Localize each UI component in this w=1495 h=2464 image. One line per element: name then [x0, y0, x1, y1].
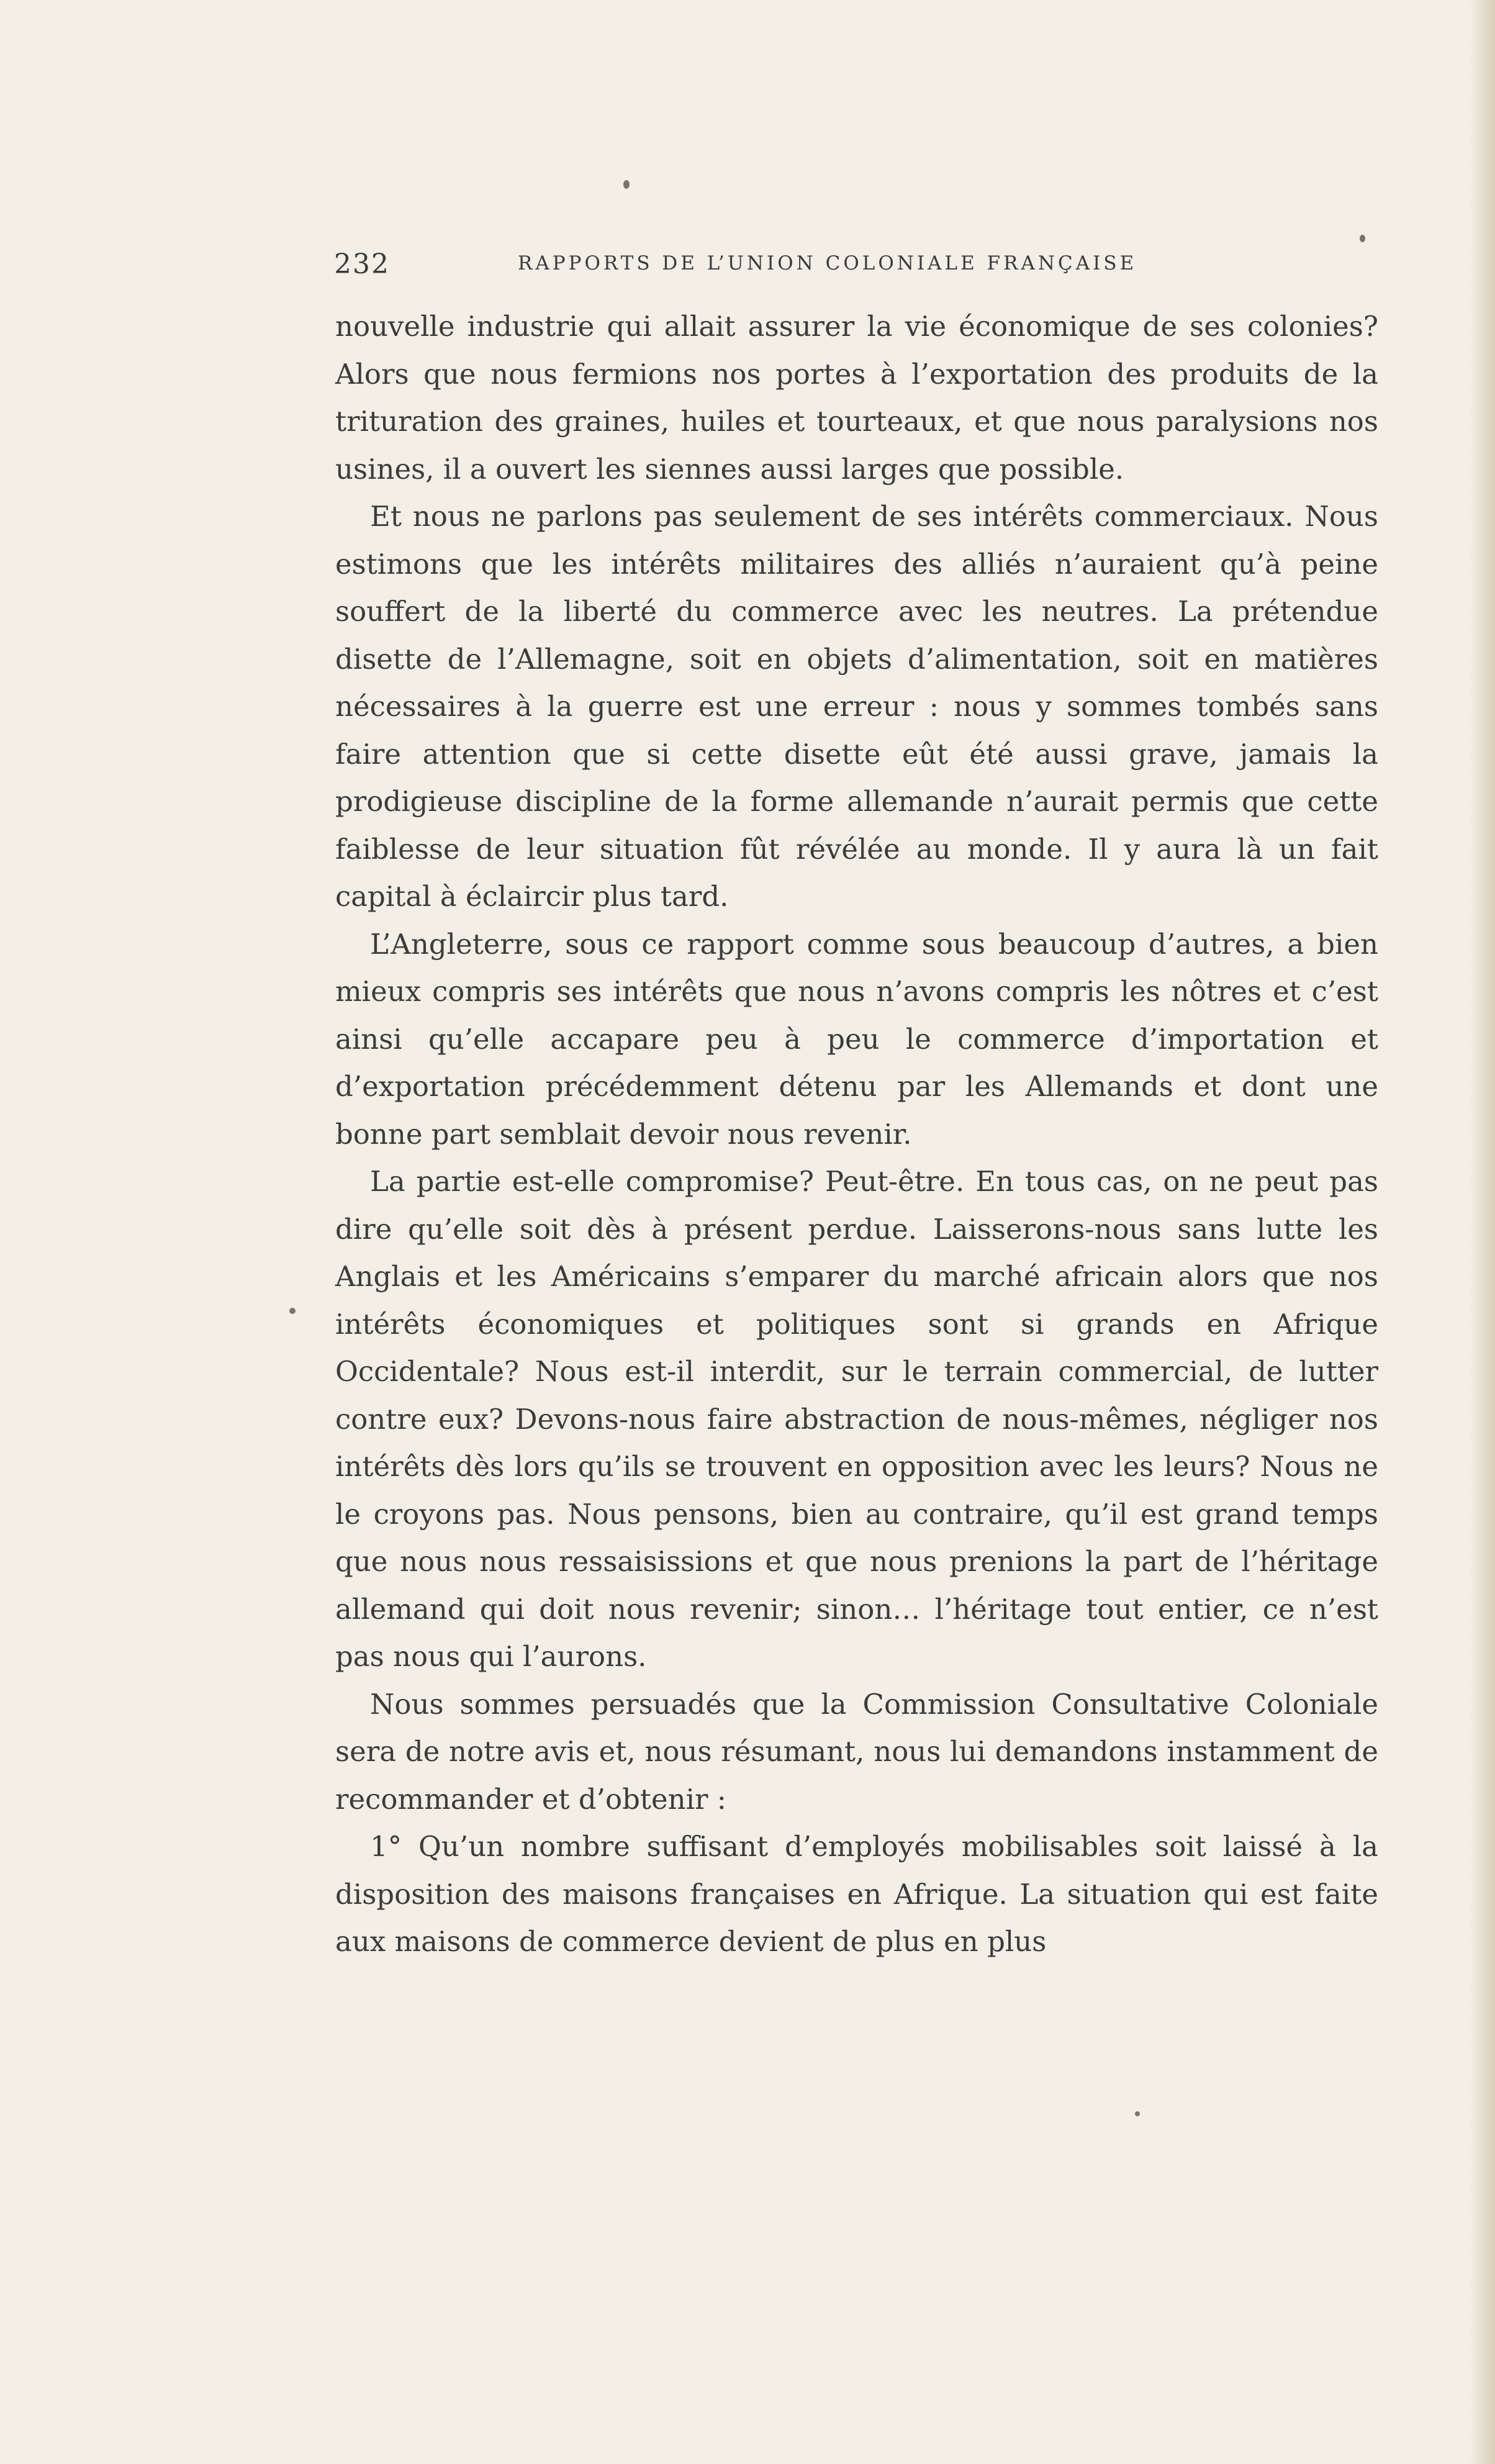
paragraph-list-item: 1° Qu’un nombre suffisant d’employés mobilisables soit laissé à la disposition des maisons françaises en Afrique. La situation qui est faite aux maisons de commerce devient de plus en plus: [335, 1830, 1378, 1958]
paragraph: La partie est-elle compromise? Peut-être. En tous cas, on ne peut pas dire qu’elle soit dès à présent perdue. Laisserons-nous sans lutte les Anglais et les Américains s’emparer du marché africain alors que nos intérêts économiques et politiques sont si grands en Afrique Occidentale? Nous est-il interdit, sur le terrain commercial, de lutter contre eux? Devons-nous faire abstraction de nous-mêmes, négliger nos intérêts dès lors qu’ils se trouvent en opposition avec les leurs? Nous ne le croyons pas. Nous pensons, bien au contraire, qu’il est grand temps que nous nous ressaisissions et que nous prenions la part de l’héritage allemand qui doit nous revenir; sinon… l’héritage tout entier, ce n’est pas nous qui l’aurons.: [335, 1165, 1378, 1673]
body-text: [335, 303, 1378, 1966]
page-edge-shadow: [1470, 0, 1495, 2464]
paragraph: L’Angleterre, sous ce rapport comme sous beaucoup d’autres, a bien mieux compris ses intérêts que nous n’avons compris les nôtres et c’est ainsi qu’elle accapare peu à peu le commerce d’importation et d’exportation précédemment détenu par les Allemands et dont une bonne part semblait devoir nous revenir.: [335, 927, 1378, 1151]
paragraph-continued: nouvelle industrie qui allait assurer la vie économique de ses colonies? Alors que nous fermions nos portes à l’exportation des produits de la trituration des graines, huiles et tourteaux, et que nous paralysions nos usines, il a ouvert les siennes aussi larges que possible.: [335, 310, 1378, 486]
paper-speck: [623, 180, 630, 189]
paper-speck: [289, 1308, 296, 1314]
paper-speck: [1360, 235, 1365, 242]
paper-speck: [1135, 2111, 1140, 2116]
paragraph: Et nous ne parlons pas seulement de ses intérêts commerciaux. Nous estimons que les intérêts militaires des alliés n’auraient qu’à peine souffert de la liberté du commerce avec les neutres. La prétendue disette de l’Allemagne, soit en objets d’alimentation, soit en matières nécessaires à la guerre est une erreur : nous y sommes tombés sans faire attention que si cette disette eût été aussi grave, jamais la prodigieuse discipline de la forme allemande n’aurait permis que cette faiblesse de leur situation fût révélée au monde. Il y aura là un fait capital à éclaircir plus tard.: [335, 500, 1378, 913]
page-header: [334, 243, 1216, 287]
paragraph: Nous sommes persuadés que la Commission Consultative Coloniale sera de notre avis et, nous résumant, nous lui demandons instamment de recommander et d’obtenir :: [335, 1687, 1378, 1816]
running-title: RAPPORTS DE L’UNION COLONIALE FRANÇAISE: [518, 252, 1137, 274]
page-number: 232: [334, 248, 390, 280]
